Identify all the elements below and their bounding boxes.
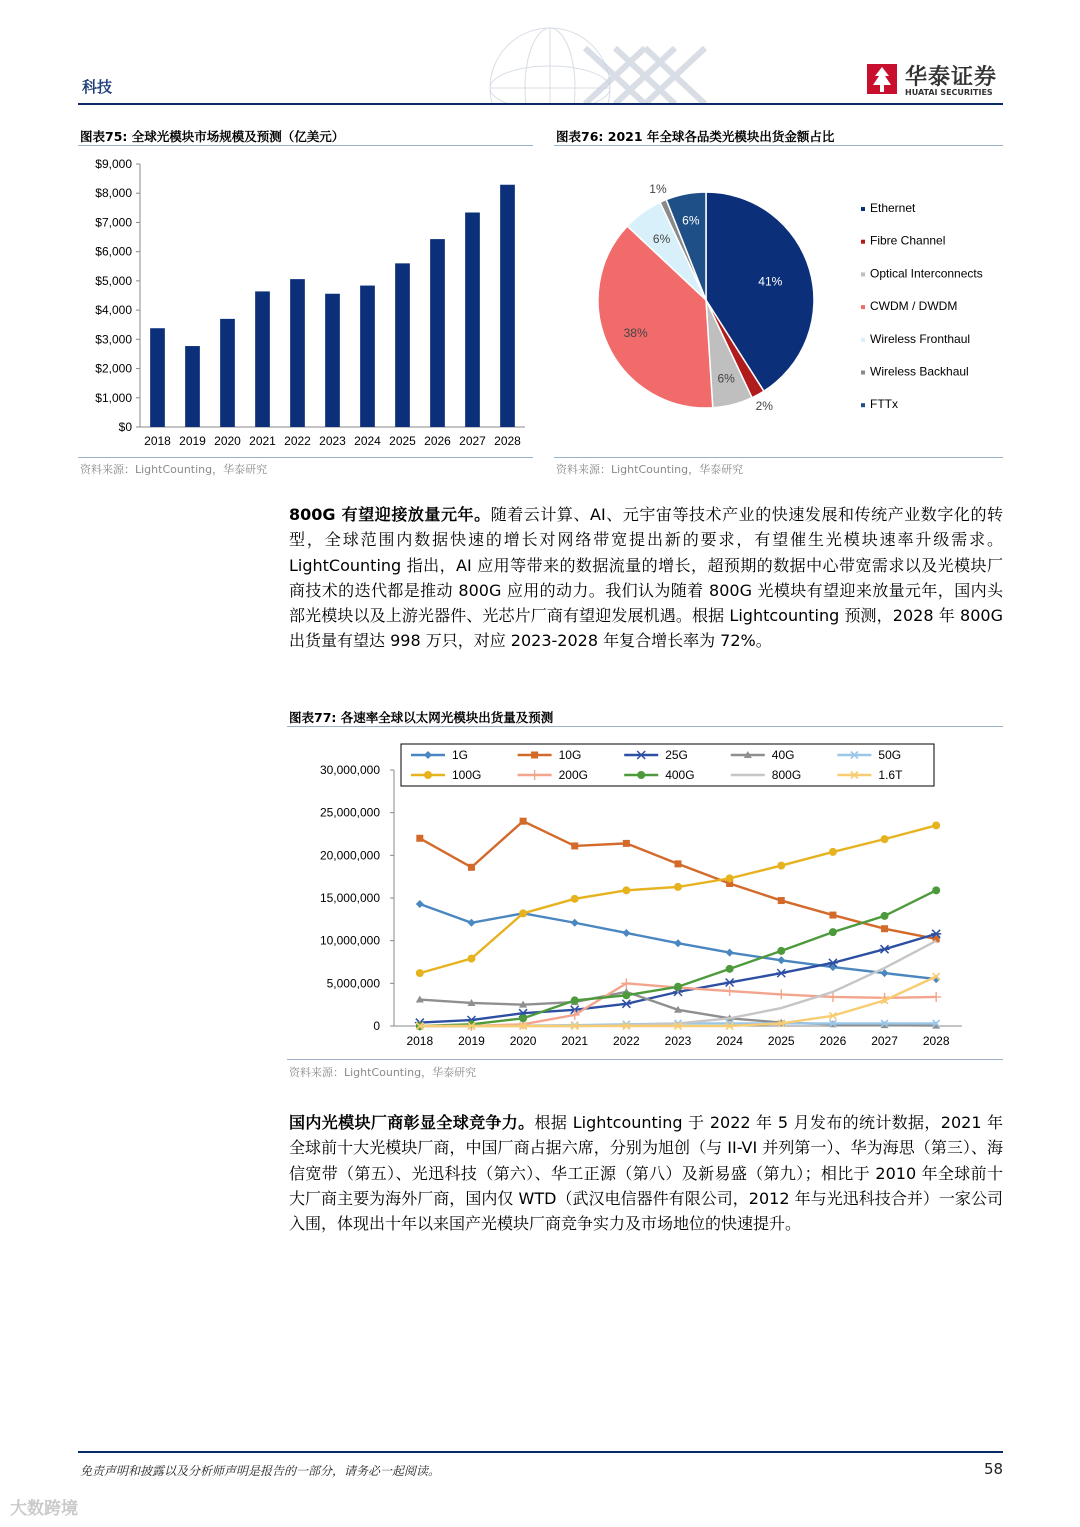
fig77-legend-marker-400g — [637, 771, 645, 779]
fig77-x-tick-label: 2021 — [561, 1034, 589, 1048]
fig77-x-tick-label: 2019 — [458, 1034, 485, 1048]
fig75-bar-2027 — [465, 213, 480, 427]
fig75-x-tick-label: 2028 — [494, 434, 521, 448]
fig75-x-tick-label: 2023 — [319, 434, 346, 448]
fig75-y-tick-label: $4,000 — [95, 303, 132, 318]
page-number: 58 — [984, 1460, 1004, 1478]
fig75-x-tick-label: 2025 — [389, 434, 416, 448]
fig76-legend-label: Optical Interconnects — [870, 266, 983, 281]
fig77-y-tick-label: 10,000,000 — [319, 933, 380, 948]
watermark: 大数跨境 — [10, 1499, 78, 1519]
fig77-series-1g — [416, 900, 940, 983]
fig77-point-400g — [777, 947, 785, 955]
fig77-y-tick-label: 5,000,000 — [326, 976, 380, 991]
fig77-point-1g — [416, 900, 424, 908]
fig77-x-tick-label: 2026 — [819, 1034, 847, 1048]
fig77-point-100g — [932, 821, 940, 829]
fig77-point-400g — [622, 991, 630, 999]
fig76-legend-label: Fibre Channel — [870, 233, 946, 248]
fig75-bar-2019 — [185, 346, 200, 427]
fig77-x-tick-label: 2020 — [509, 1034, 537, 1048]
fig77-line-10g — [420, 821, 936, 939]
fig77-point-25g — [880, 945, 890, 953]
fig75-bar-2024 — [360, 286, 375, 427]
fig76-legend-swatch — [861, 272, 865, 276]
fig77-point-25g — [621, 1000, 631, 1008]
fig76-slice-label: 38% — [623, 326, 648, 341]
fig77-point-100g — [674, 883, 682, 891]
fig76-legend-swatch — [861, 240, 865, 244]
fig77-point-10g — [571, 842, 578, 849]
fig75-bar-2025 — [395, 263, 410, 427]
fig77-legend-label: 10G — [558, 748, 582, 762]
fig77-series-100g — [416, 821, 940, 977]
fig77-point-200g — [776, 989, 786, 999]
fig75-y-tick-label: $9,000 — [95, 157, 132, 171]
fig76-legend-label: FTTx — [870, 397, 898, 412]
paragraph-800g — [289, 502, 1003, 654]
brand-name-cn: 华泰证券 — [905, 65, 998, 90]
paragraph-domestic-body: 根据 Lightcounting 于 2022 年 5 月发布的统计数据，2021 年全球前十大光模块厂商，中国厂商占据六席，分别为旭创（与 II-VI 并列第一）、华为海思（第三）、海信宽带（第五）、光迅科技（第六）、华工正源（第八）及新易盛（第九）；相比于 2010 年全球前十大厂商主要为海外厂商，国内仅 WTD（武汉电信器件有限公司，2012 年与光迅科技合并）一家公司入围，体现出十年以来国产光模块厂商竞争实力及市场地位的快速提升。 — [289, 1113, 1003, 1234]
fig77-point-10g — [778, 897, 785, 904]
fig75-y-tick-label: $5,000 — [95, 273, 132, 288]
fig77-point-400g — [881, 912, 889, 920]
huatai-logo-icon — [865, 60, 899, 96]
paragraph-800g-lead: 800G 有望迎接放量元年。 — [289, 505, 491, 524]
fig75-bar-2018 — [150, 328, 165, 427]
fig76-slice-label: 6% — [717, 371, 735, 386]
fig75-y-tick-label: $1,000 — [95, 390, 132, 405]
fig75-top-rule — [78, 145, 533, 146]
fig77-point-1g — [777, 956, 785, 964]
paragraph-domestic-lead: 国内光模块厂商彰显全球竞争力。 — [289, 1113, 535, 1132]
fig75-y-tick-label: $3,000 — [95, 332, 132, 347]
fig77-y-tick-label: 0 — [373, 1019, 380, 1033]
fig75-y-tick-label: $0 — [118, 420, 132, 434]
fig77-x-tick-label: 2025 — [767, 1034, 795, 1048]
fig75-x-tick-label: 2024 — [354, 434, 381, 448]
fig77-legend-label: 50G — [878, 748, 902, 762]
fig77-point-100g — [777, 862, 785, 870]
header-rule — [78, 103, 1003, 105]
fig77-point-25g — [725, 978, 735, 986]
fig77-point-100g — [519, 909, 527, 917]
footer-rule — [78, 1451, 1003, 1453]
section-tag: 科技 — [82, 78, 113, 96]
fig77-point-200g — [931, 992, 941, 1002]
fig77-x-tick-label: 2018 — [406, 1034, 434, 1048]
fig77-point-100g — [829, 848, 837, 856]
fig77-point-400g — [571, 996, 579, 1004]
brand-logo — [865, 60, 998, 100]
fig77-x-tick-label: 2024 — [716, 1034, 743, 1048]
fig77-y-tick-label: 25,000,000 — [319, 805, 380, 820]
fig76-bottom-rule — [554, 457, 1003, 458]
fig76-slice-label: 6% — [652, 231, 671, 246]
fig75-x-tick-label: 2027 — [459, 434, 486, 448]
fig77-point-1g — [571, 919, 579, 927]
fig77-legend-marker-10g — [531, 752, 538, 759]
fig75-x-tick-label: 2020 — [214, 434, 241, 448]
fig77-legend-label: 1G — [452, 748, 469, 762]
fig77-legend-label: 1.6T — [878, 768, 903, 782]
fig76-source: 资料来源：LightCounting，华泰研究 — [556, 463, 744, 476]
fig77-point-10g — [881, 925, 888, 932]
fig77-point-400g — [519, 1014, 527, 1022]
fig76-legend-label: Ethernet — [870, 201, 916, 215]
fig77-legend-label: 800G — [771, 768, 802, 782]
fig77-legend-label: 200G — [558, 768, 588, 782]
fig75-x-tick-label: 2026 — [424, 434, 451, 448]
fig77-y-tick-label: 20,000,000 — [319, 848, 380, 863]
fig77-point-100g — [622, 886, 630, 894]
fig77-point-1g — [467, 919, 475, 927]
fig77-legend-marker-100g — [424, 771, 432, 779]
fig75-bar-2022 — [290, 279, 305, 427]
fig75-bar-2028 — [500, 185, 515, 427]
fig77-legend-label: 40G — [771, 748, 795, 762]
fig76-pie-chart — [556, 150, 1003, 455]
fig76-legend-swatch — [861, 305, 865, 309]
fig77-point-10g — [829, 912, 836, 919]
fig77-source: 资料来源：LightCounting，华泰研究 — [289, 1066, 477, 1079]
fig77-point-10g — [623, 840, 630, 847]
fig77-point-100g — [571, 895, 579, 903]
fig77-point-400g — [674, 983, 682, 991]
fig75-y-tick-label: $6,000 — [95, 244, 132, 259]
fig75-y-tick-label: $7,000 — [95, 215, 132, 230]
fig77-point-400g — [829, 928, 837, 936]
fig75-x-tick-label: 2022 — [284, 434, 311, 448]
fig75-bottom-rule — [78, 457, 533, 458]
fig77-point-200g — [725, 986, 735, 996]
fig77-point-25g — [776, 969, 786, 977]
fig75-y-tick-label: $2,000 — [95, 361, 132, 376]
fig76-slice-label: 6% — [682, 213, 700, 228]
fig77-point-400g — [726, 965, 734, 973]
header-globe-graphic — [410, 18, 740, 104]
fig77-point-400g — [932, 886, 940, 894]
fig75-bar-2026 — [430, 239, 445, 427]
fig77-x-tick-label: 2023 — [664, 1034, 692, 1048]
fig76-legend-label: CWDM / DWDM — [870, 299, 958, 314]
fig77-point-100g — [467, 955, 475, 963]
fig75-bar-2020 — [220, 319, 235, 427]
fig77-point-10g — [416, 835, 423, 842]
fig76-legend-label: Wireless Fronthaul — [870, 331, 971, 346]
fig77-point-100g — [416, 969, 424, 977]
fig75-x-tick-label: 2018 — [144, 434, 171, 448]
footer-disclaimer: 免责声明和披露以及分析师声明是报告的一部分，请务必一起阅读。 — [80, 1464, 441, 1478]
fig76-title: 图表76: 2021 年全球各品类光模块出货金额占比 — [556, 129, 835, 144]
fig76-slice-label: 1% — [649, 181, 667, 196]
fig77-bottom-rule — [287, 1059, 1003, 1060]
fig76-slice-label: 41% — [758, 274, 783, 289]
fig75-source: 资料来源：LightCounting，华泰研究 — [80, 463, 268, 476]
fig77-point-1g — [726, 949, 734, 957]
fig77-legend-label: 400G — [665, 768, 695, 782]
fig75-bar-2021 — [255, 291, 270, 427]
fig77-x-tick-label: 2027 — [871, 1034, 898, 1048]
fig76-slice-label: 2% — [755, 398, 773, 413]
fig75-title: 图表75: 全球光模块市场规模及预测（亿美元） — [80, 129, 345, 144]
fig77-point-10g — [675, 860, 682, 867]
fig76-legend-label: Wireless Backhaul — [870, 364, 969, 379]
fig77-point-1g — [622, 929, 630, 937]
fig77-point-100g — [726, 874, 734, 882]
fig77-title: 图表77: 各速率全球以太网光模块出货量及预测 — [289, 710, 554, 725]
fig76-legend-swatch — [861, 207, 865, 211]
fig76-top-rule — [554, 145, 1003, 146]
paragraph-800g-body: 随着云计算、AI、元宇宙等技术产业的快速发展和传统产业数字化的转型，全球范围内数据快速的增长对网络带宽提出新的要求，有望催生光模块速率升级需求。LightCounting 指出，AI 应用等带来的数据流量的增长，超预期的数据中心带宽需求以及光模块厂商技术的迭代都是推动 800G 应用的动力。我们认为随着 800G 光模块有望迎来放量元年，国内头部光模块以及上游光器件、光芯片厂商有望迎发展机遇。根据 Lightcounting 预测，2028 年 800G 出货量有望达 998 万只，对应 2023-2028 年复合增长率为 72%。 — [289, 505, 1004, 651]
fig76-legend-swatch — [861, 403, 865, 407]
fig77-point-1g — [674, 939, 682, 947]
fig77-point-10g — [520, 818, 527, 825]
fig77-y-tick-label: 30,000,000 — [319, 763, 380, 777]
fig77-x-tick-label: 2028 — [922, 1034, 950, 1048]
fig77-line-100g — [420, 825, 936, 973]
fig77-top-rule — [287, 726, 1003, 727]
fig77-legend-label: 100G — [452, 768, 482, 782]
paragraph-domestic — [289, 1110, 1003, 1236]
fig77-point-10g — [468, 864, 475, 871]
fig77-x-tick-label: 2022 — [613, 1034, 640, 1048]
fig77-point-100g — [881, 835, 889, 843]
fig76-legend-swatch — [861, 371, 865, 375]
fig76-legend-swatch — [861, 338, 865, 342]
fig75-y-tick-label: $8,000 — [95, 186, 132, 201]
fig75-bar-2023 — [325, 294, 340, 427]
fig75-bar-chart — [80, 150, 535, 455]
fig77-legend-label: 25G — [665, 748, 688, 762]
fig75-x-tick-label: 2021 — [249, 434, 276, 448]
brand-name-en: HUATAI SECURITIES — [905, 88, 993, 97]
fig77-y-tick-label: 15,000,000 — [319, 891, 380, 905]
fig77-line-chart — [289, 732, 1003, 1057]
fig75-x-tick-label: 2019 — [179, 434, 206, 448]
fig77-line-400g — [420, 890, 936, 1026]
